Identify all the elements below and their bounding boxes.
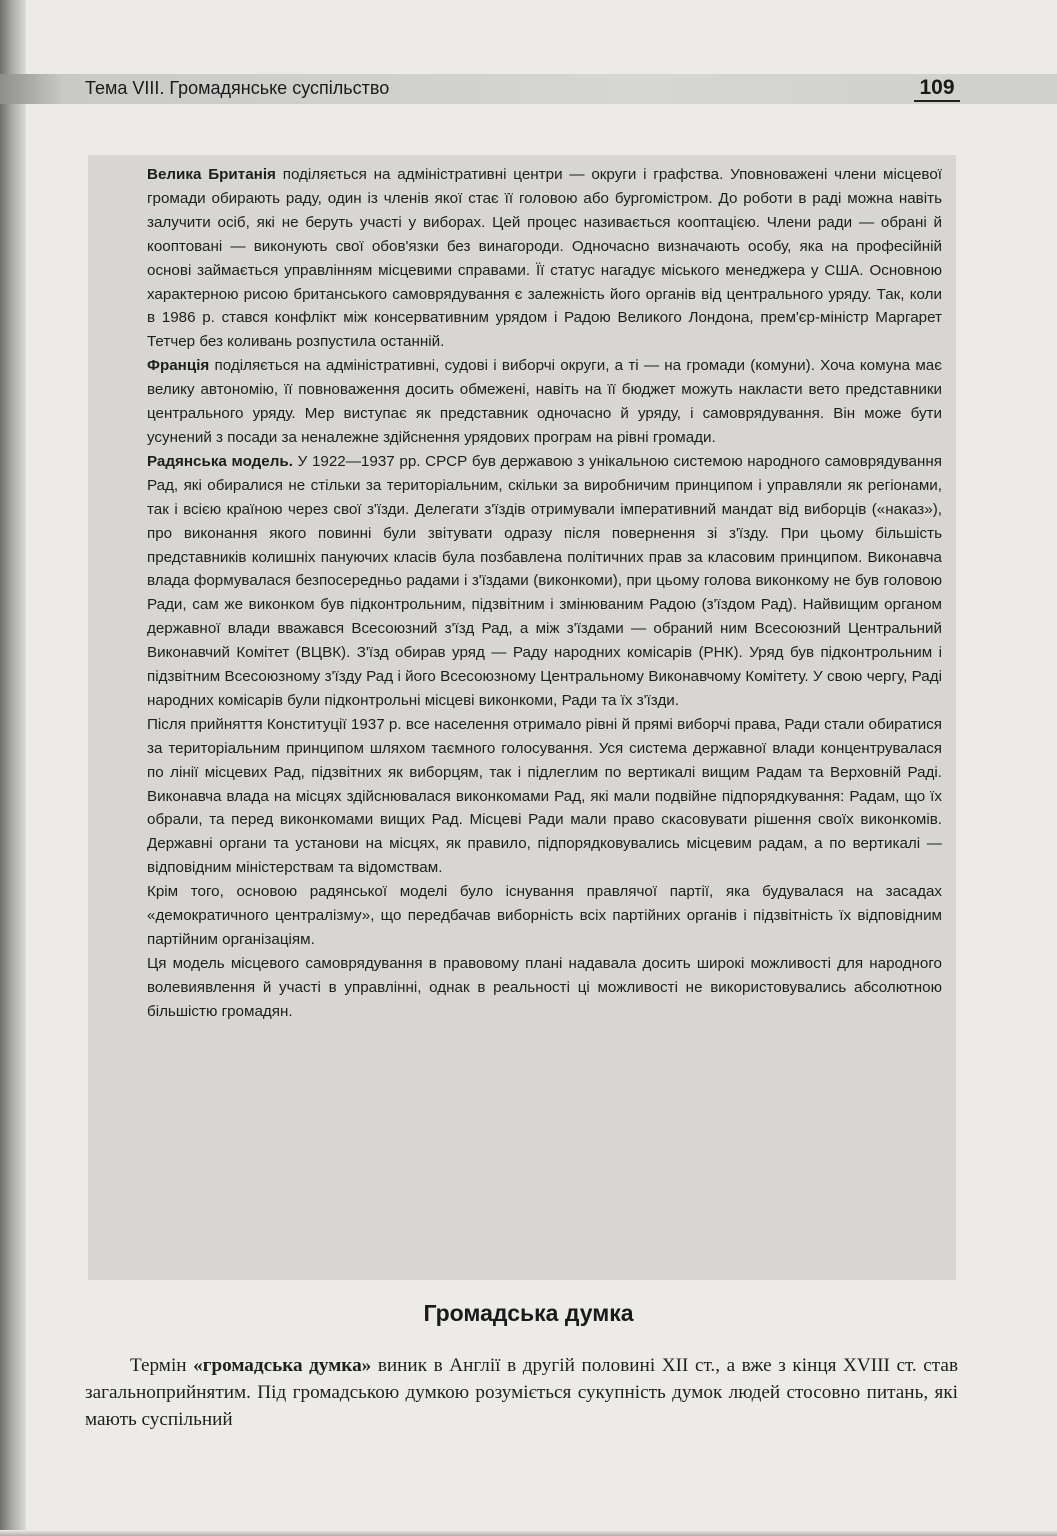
section-paragraph xyxy=(85,1352,958,1433)
highlight-box-text xyxy=(147,163,942,1024)
box-paragraph xyxy=(147,450,942,713)
box-paragraph xyxy=(147,713,942,880)
section-heading: Громадська думка xyxy=(423,1300,634,1326)
box-paragraph-body: У 1922—1937 рр. СРСР був державою з унікальною системою народного самоврядування Рад, які обиралися не стільки за територіальним, скільки за виробничим принципом і управляли як регіонами, так і всією країною через свої з'їзди. Делегати з'їздів отримували імперативний мандат від виборців («наказ»), про виконання якого повинні були звітувати одразу після повернення зі з'їзду. При цьому більшість представників колишніх пануючих класів була позбавлена політичних прав за класовим принципом. Виконавча влада формувалася безпосередньо радами і з'їздами (виконкоми), при цьому голова виконкому не був головою Ради, сам же виконком був підконтрольним, підзвітним і змінюваним Радою (з'їздом Рад). Найвищим органом державної влади вважався Всесоюзний з'їзд Рад, а між з'їздами — обраний ним Всесоюзний Центральний Виконавчий Комітет (ВЦВК). З'їзд обирав уряд — Раду народних комісарів (РНК). Уряд був підконтрольним і підзвітним Всесоюзному з'їзду Рад і його Всесоюзному Центральному Виконавчому Комітету. У свою чергу, Раді народних комісарів були підконтрольні місцеві виконкоми, Ради та їх з'їзди. xyxy=(147,452,942,709)
box-paragraph-lead: Радянська модель. xyxy=(147,452,293,470)
box-paragraph xyxy=(147,163,942,354)
box-paragraph xyxy=(147,952,942,1024)
section-paragraph-start: Термін xyxy=(130,1355,194,1376)
box-paragraph-body: поділяється на адміністративні, судові і виборчі округи, а ті — на громади (комуни). Хоча комуна має велику автономію, її повноваження досить обмежені, навіть на її бюджет можуть накласти вето представники центрального уряду. Мер виступає як представник одночасно й уряду, і самоврядування. Він може бути усунений з посади за неналежне здійснення урядових програм на рівні громади. xyxy=(147,357,942,446)
box-paragraph-lead: Франція xyxy=(147,357,210,375)
box-paragraph-lead: Велика Британія xyxy=(147,166,276,183)
box-paragraph xyxy=(147,354,942,450)
running-header-title: Тема VIII. Громадянське суспільство xyxy=(85,78,390,98)
section-term: «громадська думка» xyxy=(193,1355,372,1376)
box-paragraph-body: Ця модель місцевого самоврядування в правовому плані надавала досить широкі можливості для народного волевиявлення й участі в управлінні, однак в реальності ці можливості не використовувались абсолютною більшістю громадян. xyxy=(147,954,942,1020)
page-bottom-edge xyxy=(0,1530,1057,1536)
box-paragraph-body: Після прийняття Конституції 1937 р. все населення отримало рівні й прямі виборчі права, Ради стали обиратися за територіальним принципом шляхом таємного голосування. Уся система державної влади концентрувалася по лінії місцевих Рад, підзвітних як виборцям, так і підлеглим по вертикалі вищим Радам та Верховній Раді. Виконавча влада на місцях здійснювалася виконкомами Рад, які мали подвійне підпорядкування: Радам, що їх обрали, та перед виконкомами вищих Рад. Місцеві Ради мали право скасовувати рішення своїх виконкомів. Державні органи та установи на місцях, як правило, підпорядковувались місцевим радам, а по вертикалі — відповідним міністерствам та відомствам. xyxy=(147,715,942,877)
box-paragraph-body: Крім того, основою радянської моделі було існування правлячої партії, яка будувалася на засадах «демократичного централізму», що передбачав виборність всіх партійних органів і підзвітність їх відповідним партійним організаціям. xyxy=(147,883,942,948)
page-number: 109 xyxy=(914,76,960,102)
box-paragraph-body: поділяється на адміністративні центри — округи і графства. Уповноважені члени місцевої громади обирають раду, один із членів якої стає її головою або бургомістром. До роботи в раді можна навіть залучити осіб, які не беруть участі у виборах. Цей процес називається кооптацією. Члени ради — обрані й кооптовані — виконують свої обов'язки без винагороди. Одночасно визначають особу, яка на професійній основі займається управлінням місцевими справами. Її статус нагадує міського менеджера у США. Основною характерною рисою британського самоврядування є залежність його органів від центрального уряду. Так, коли в 1986 р. стався конфлікт між консервативним урядом і Радою Великого Лондона, прем'єр-міністр Маргарет Тетчер без коливань розпустила останній. xyxy=(147,166,942,351)
box-paragraph xyxy=(147,880,942,952)
section-paragraph-rest: виник в Англії в другій половині XII ст., а вже з кінця XVIII ст. став загальноприйнятим. Під громадською думкою розуміється сукупність думок людей стосовно питань, які мають суспільний xyxy=(85,1355,959,1430)
